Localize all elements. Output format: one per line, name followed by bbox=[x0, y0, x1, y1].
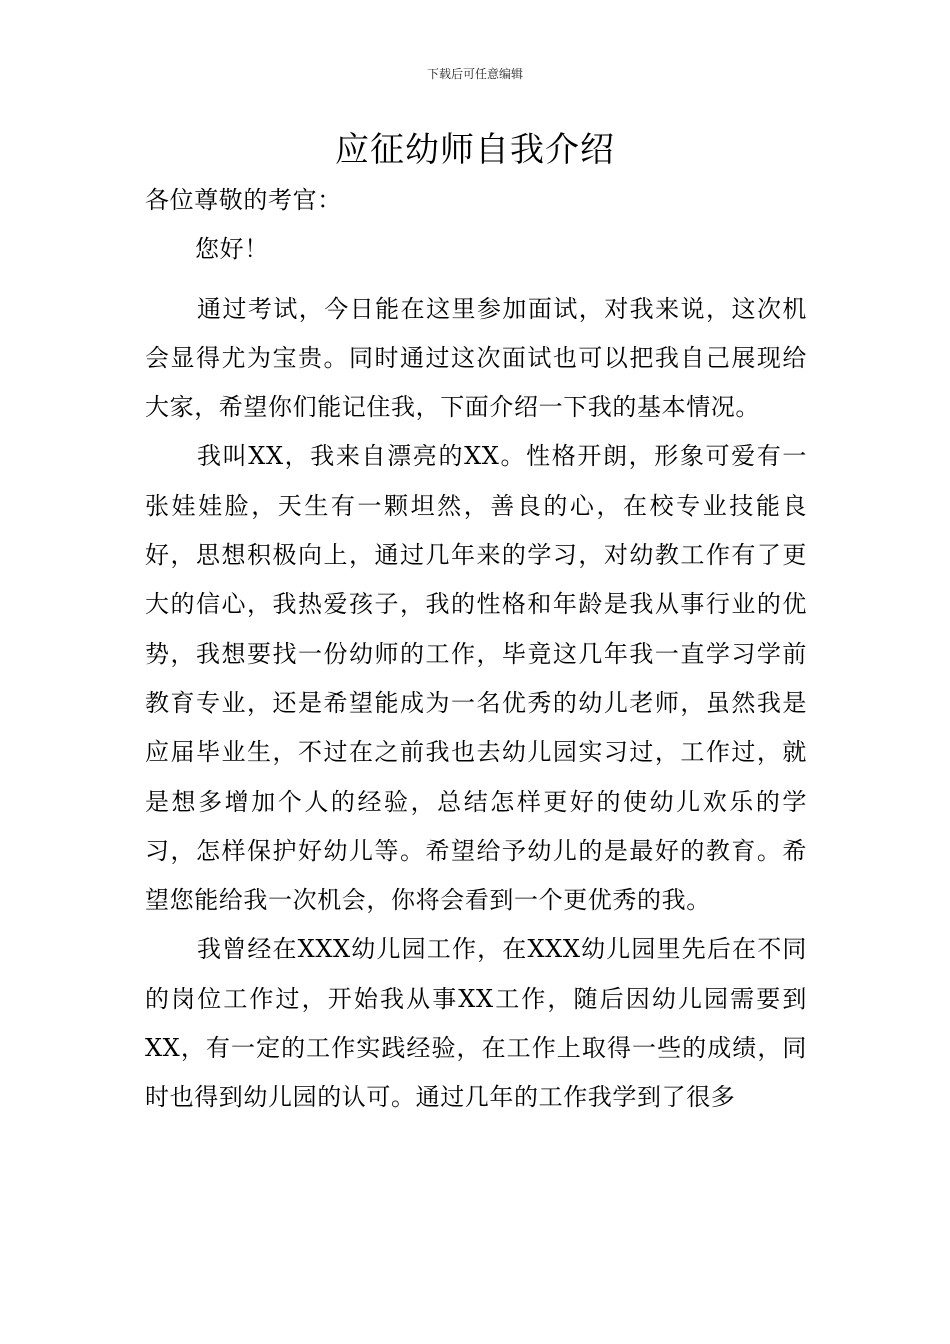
paragraph-2: 我叫XX，我来自漂亮的XX。性格开朗，形象可爱有一张娃娃脸，天生有一颗坦然，善良的心，在校专业技能良好，思想积极向上，通过几年来的学习，对幼教工作有了更大的信心，我热爱孩子，我的性格和年龄是我从事行业的优势，我想要找一份幼师的工作，毕竟这几年我一直学习学前教育专业，还是希望能成为一名优秀的幼儿老师，虽然我是应届毕业生，不过在之前我也去幼儿园实习过，工作过，就是想多增加个人的经验，总结怎样更好的使幼儿欢乐的学习，怎样保护好幼儿等。希望给予幼儿的是最好的教育。希望您能给我一次机会，你将会看到一个更优秀的我。 bbox=[145, 442, 807, 915]
header-note: 下载后可任意编辑 bbox=[426, 67, 523, 81]
document-title: 应征幼师自我介绍 bbox=[335, 130, 615, 170]
paragraph-3: 我曾经在XXX幼儿园工作，在XXX幼儿园里先后在不同的岗位工作过，开始我从事XX工作，随后因幼儿园需要到XX，有一定的工作实践经验，在工作上取得一些的成绩，同时也得到幼儿园的认可。通过几年的工作我学到了很多 bbox=[145, 935, 807, 1112]
paragraph-1: 通过考试，今日能在这里参加面试，对我来说，这次机会显得尤为宝贵。同时通过这次面试也可以把我自己展现给大家，希望你们能记住我，下面介绍一下我的基本情况。 bbox=[145, 294, 807, 422]
document-body bbox=[145, 176, 807, 1123]
salutation: 各位尊敬的考官： bbox=[145, 186, 342, 214]
greeting: 您好！ bbox=[195, 235, 269, 264]
